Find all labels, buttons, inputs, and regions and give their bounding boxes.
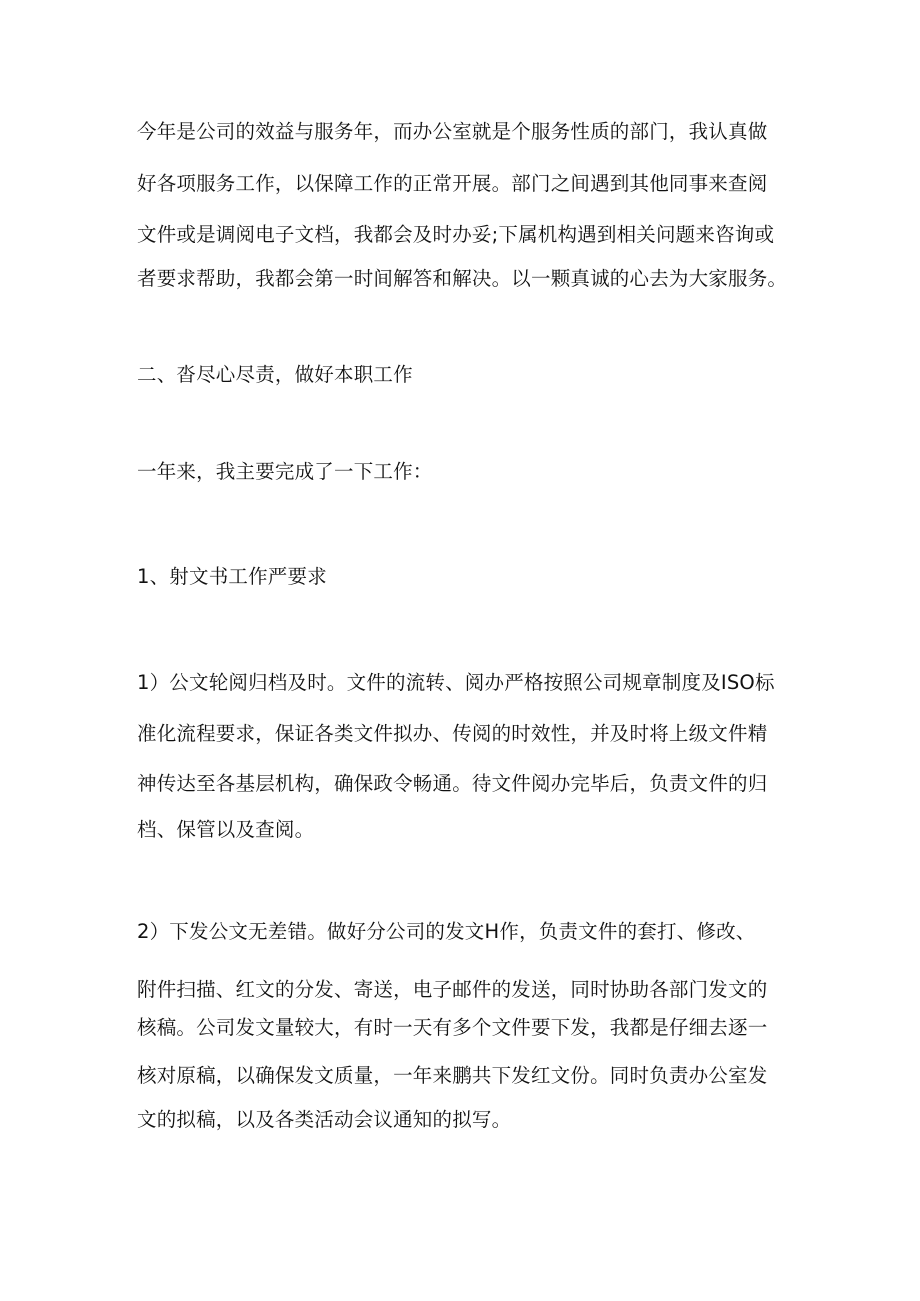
item-1-line-4: 档、保管以及查阅。 [137,818,315,841]
item-2-line-1: 2）下发公文无差错。做好分公司的发文H作，负责文件的套打、修改、 [137,920,756,943]
item-1-line-2: 准化流程要求，保证各类文件拟办、传阅的时效性，并及时将上级文件精 [137,722,768,745]
section-heading: 二、沓尽心尽责，做好本职工作 [137,363,413,386]
item-2-line-2: 附件扫描、红文的分发、寄送，电子邮件的发送，同时协助各部门发文的 [137,978,768,1001]
subsection-heading: 1、射文书工作严要求 [137,565,327,588]
item-1-line-3: 神传达至各基层机构，确保政令畅通。待文件阅办完毕后，负责文件的归 [137,772,768,795]
paragraph-1-line-4: 者要求帮助，我都会第一时间解答和解决。以一颗真诚的心去为大家服务。 [137,267,788,290]
intro-line: 一年来，我主要完成了一下工作： [137,460,433,483]
item-2-line-5: 文的拟稿，以及各类活动会议通知的拟写。 [137,1108,512,1131]
item-1-line-1: 1）公文轮阅归档及时。文件的流转、阅办严格按照公司规章制度及ISO标 [137,671,775,694]
paragraph-1-line-1: 今年是公司的效益与服务年，而办公室就是个服务性质的部门，我认真做 [137,120,768,143]
paragraph-1-line-2: 好各项服务工作，以保障工作的正常开展。部门之间遇到其他同事来查阅 [137,172,768,195]
item-2-line-4: 核对原稿，以确保发文质量，一年来鹏共下发红文份。同时负责办公室发 [137,1064,768,1087]
item-2-line-3: 核稿。公司发文量较大，有时一天有多个文件要下发，我都是仔细去逐一 [137,1016,768,1039]
paragraph-1-line-3: 文件或是调阅电子文档，我都会及时办妥;下属机构遇到相关问题来咨询或 [137,223,775,246]
